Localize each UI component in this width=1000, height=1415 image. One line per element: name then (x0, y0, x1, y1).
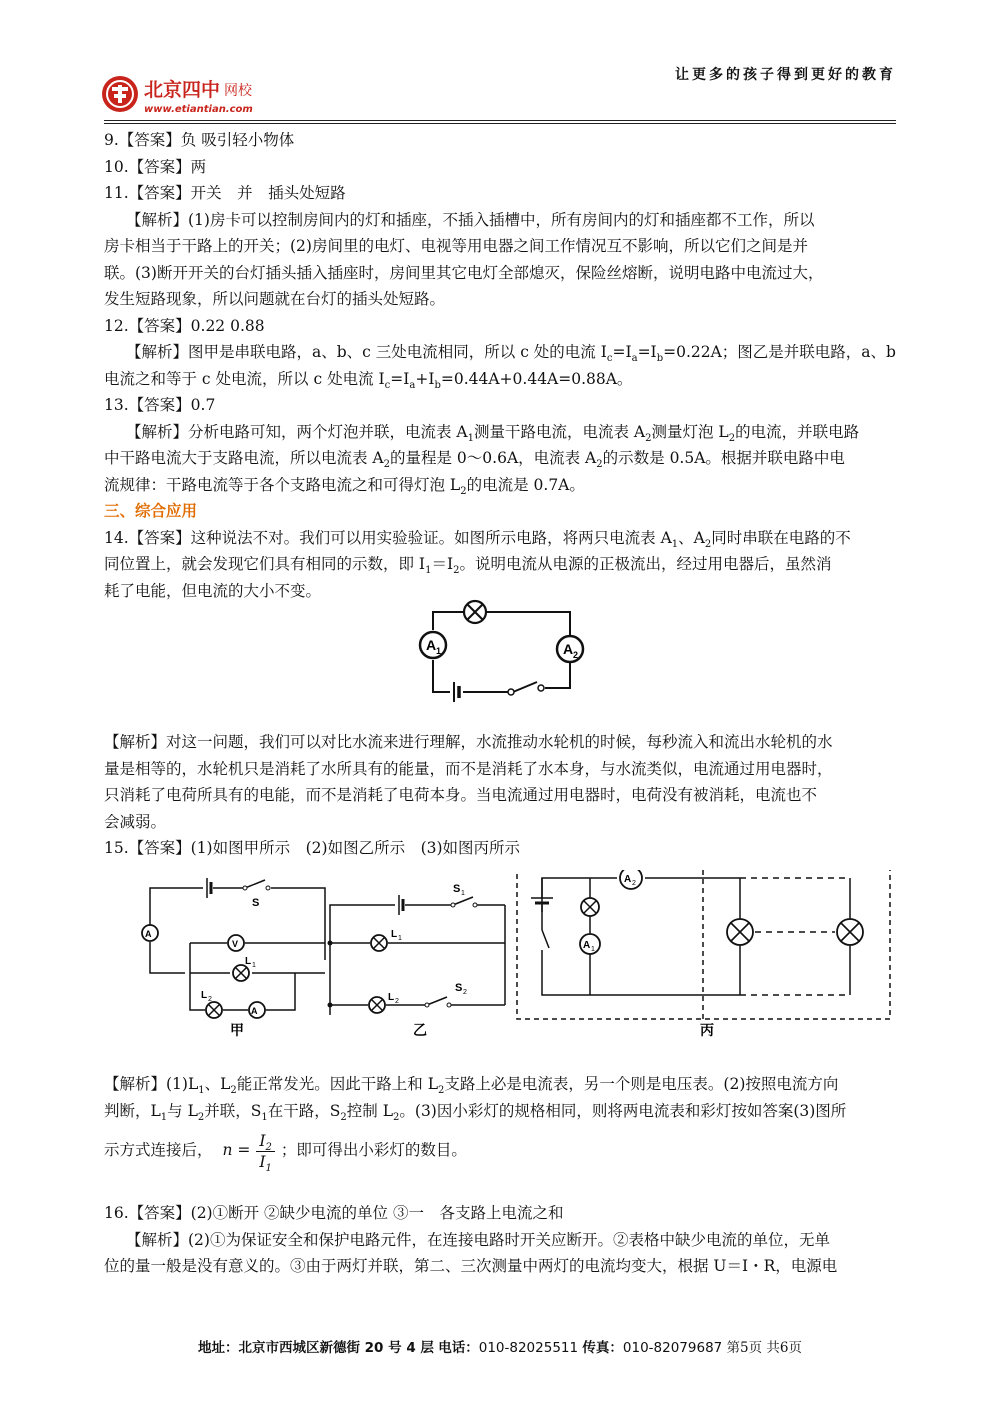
header-divider (104, 120, 896, 121)
label-yi: 乙 (413, 1022, 427, 1038)
lamp-l1-icon (233, 965, 249, 981)
svg-text:2: 2 (573, 650, 579, 660)
explanation-13-line1: 【解析】分析电路可知，两个灯泡并联，电流表 $A_1$测量干路电流，电流表 $A_2$测量灯泡 $L_2$的电流，并联电路 (126, 422, 860, 444)
logo-title: 北京四中 (144, 79, 221, 101)
label-bing: 丙 (700, 1022, 714, 1038)
lamp-icon (581, 898, 599, 916)
logo-school: 网校 (224, 83, 252, 99)
svg-text:S: S (453, 883, 461, 895)
circuit-bing (517, 870, 890, 1038)
svg-text:1: 1 (461, 890, 465, 897)
answer-14-line1: 14.【答案】这种说法不对。我们可以用实验验证。如图所示电路，将两只电流表 $A_1$、$A_2$同时串联在电路的不 (104, 528, 851, 550)
phone-value: 010-82025511 (478, 1340, 579, 1356)
explanation-14-line1: 【解析】对这一问题，我们可以对比水流来进行理解，水流推动水轮机的时候，每秒流入和流出水轮机的水 (104, 733, 833, 751)
svg-text:S: S (455, 982, 463, 994)
header-divider-thin (104, 123, 896, 124)
answer-16: 16.【答案】(2)①断开 ②缺少电流的单位 ③一 各支路上电流之和 (104, 1204, 564, 1222)
svg-text:A: A (145, 929, 152, 939)
page-header (0, 0, 1000, 125)
fax-value: 010-82079687 (622, 1340, 723, 1356)
explanation-11-line4: 发生短路现象，所以问题就在台灯的插头处短路。 (104, 290, 446, 308)
svg-text:1: 1 (398, 935, 402, 942)
fax-label: 传真： (582, 1340, 623, 1356)
answer-13: 13.【答案】0.7 (104, 396, 216, 414)
header-slogan: 让更多的孩子得到更好的教育 (675, 67, 896, 83)
address-label: 地址： (197, 1340, 239, 1356)
explanation-15-line2: 判断，$L_1$与 $L_2$并联，$S_1$在干路，$S_2$控制 $L_2$。(3)因小彩灯的规格相同，则将两电流表和彩灯按如答案(3)图所 (104, 1101, 847, 1123)
svg-text:L: L (391, 929, 398, 940)
svg-text:1: 1 (252, 962, 256, 969)
answer-11: 11.【答案】开关 并 插头处短路 (104, 184, 346, 202)
ammeter-a1-icon (580, 934, 600, 954)
answer-14-line3: 耗了电能，但电流的大小不变。 (104, 581, 322, 600)
ammeter-icon (249, 1002, 265, 1018)
explanation-11-line2: 房卡相当于干路上的开关；(2)房间里的电灯、电视等用电器之间工作情况互不影响，所以它们之间是并 (104, 237, 808, 255)
answer-14-line2: 同位置上，就会发现它们具有相同的示数，即 $I_1=I_2$。说明电流从电源的正极流出，经过用电器后，虽然消 (104, 555, 832, 577)
phone-label: 电话： (438, 1340, 479, 1356)
svg-text:A: A (251, 1006, 258, 1016)
svg-text:A: A (624, 874, 632, 885)
svg-text:1: 1 (436, 646, 442, 656)
ammeter-a2-icon (557, 636, 583, 662)
ammeter-a2-icon (620, 870, 642, 889)
label-jia: 甲 (230, 1022, 244, 1038)
answer-12: 12.【答案】0.22 0.88 (104, 316, 265, 335)
lamp-l2-icon (206, 1002, 222, 1018)
explanation-12-line1: 【解析】图甲是串联电路，a、b、c 三处电流相同，所以 c 处的电流 $I_c=I_a=I_b=0.22A$；图乙是并联电路，a、b (126, 343, 896, 365)
svg-text:2: 2 (463, 989, 467, 996)
explanation-14-line3: 只消耗了电荷所具有的电能，而不是消耗了电荷本身。当电流通过用电器时，电荷没有被消耗，电流也不 (104, 786, 818, 804)
svg-text:S: S (252, 897, 260, 909)
svg-text:L: L (245, 956, 252, 967)
explanation-15-line1: 【解析】$(1)L_1$、$L_2$能正常发光。因此干路上和 $L_2$支路上必是电流表，另一个则是电压表。(2)按照电流方向 (104, 1075, 839, 1097)
svg-text:A: A (583, 940, 591, 951)
svg-text:L: L (201, 990, 208, 1001)
svg-text:2: 2 (632, 880, 636, 887)
svg-text:1: 1 (591, 946, 595, 953)
page-content (104, 127, 898, 604)
explanation-11-line1: 【解析】(1)房卡可以控制房间内的灯和插座，不插入插槽中，所有房间内的灯和插座都不工作，所以 (126, 210, 815, 229)
school-logo (100, 70, 300, 124)
page-number: 第5页 共6页 (726, 1340, 803, 1356)
address-value: 北京市西城区新德街 20 号 4 层 (238, 1340, 434, 1356)
explanation-13-line2: 中干路电流大于支路电流，所以电流表 $A_2$的量程是 0～0.6A，电流表 $A_2$的示数是 0.5A。根据并联电路中电 (104, 449, 845, 471)
explanation-16-line2: 位的量一般是没有意义的。③由于两灯并联，第二、三次测量中两灯的电流均变大，根据 U＝I・R，电源电 (104, 1257, 838, 1275)
answer-9: 9.【答案】负 吸引轻小物体 (104, 131, 295, 149)
explanation-11-line3: 联。(3)断开开关的台灯插头插入插座时，房间里其它电灯全部熄灭，保险丝熔断，说明电路中电流过大， (104, 263, 824, 282)
ammeter-a1-icon (420, 632, 446, 658)
lamp-l1-icon (371, 935, 387, 951)
answer-15: 15.【答案】(1)如图甲所示 (2)如图乙所示 (3)如图丙所示 (104, 839, 521, 857)
svg-text:L: L (388, 992, 395, 1003)
q14-circuit-diagram (405, 598, 590, 710)
circuit-jia (142, 878, 325, 1038)
formula-fraction: $\frac{I_2}{I_1}$ (256, 1131, 275, 1172)
page-footer (0, 1336, 1000, 1356)
section-heading: 三、综合应用 (104, 502, 198, 520)
svg-text:A: A (563, 641, 574, 657)
svg-text:V: V (232, 939, 239, 949)
circuit-yi (328, 883, 506, 1038)
explanation-16-line1: 【解析】(2)①为保证安全和保护电路元件，在连接电路时开关应断开。②表格中缺少电流的单位，无单 (126, 1230, 830, 1249)
ammeter-icon (142, 925, 158, 941)
logo-url: www.etiantian.com (144, 104, 253, 115)
explanation-15-line3: 示方式连接后， n = $\frac{I_2}{I_1}$ ；即可得出小彩灯的数目。 (104, 1131, 467, 1174)
logo-emblem-icon (100, 70, 300, 120)
explanation-14-line2: 量是相等的，水轮机只是消耗了水所具有的能量，而不是消耗了水本身，与水流类似，电流通过用电器时， (104, 759, 833, 778)
svg-text:2: 2 (208, 996, 212, 1003)
lamp-icon (837, 919, 863, 945)
explanation-13-line3: 流规律：干路电流等于各个支路电流之和可得灯泡 $L_2$的电流是 0.7A。 (104, 475, 585, 497)
lamp-l2-icon (369, 997, 385, 1013)
voltmeter-icon (228, 935, 244, 951)
explanation-14-line4: 会减弱。 (104, 812, 167, 831)
lamp-icon (727, 919, 753, 945)
explanation-12-line2: 电流之和等于 c 处电流，所以 c 处电流 $I_c=I_a+I_b=0.44A+0.44A=0.88A$。 (104, 369, 633, 391)
answer-16-block (104, 1200, 898, 1280)
svg-text:A: A (426, 637, 437, 653)
answer-10: 10.【答案】两 (104, 157, 207, 176)
explanation-14 (104, 729, 898, 862)
explanation-15 (104, 1071, 898, 1176)
formula-n: n = (222, 1141, 251, 1159)
svg-text:2: 2 (395, 998, 399, 1005)
q15-circuit-diagrams (135, 870, 895, 1045)
